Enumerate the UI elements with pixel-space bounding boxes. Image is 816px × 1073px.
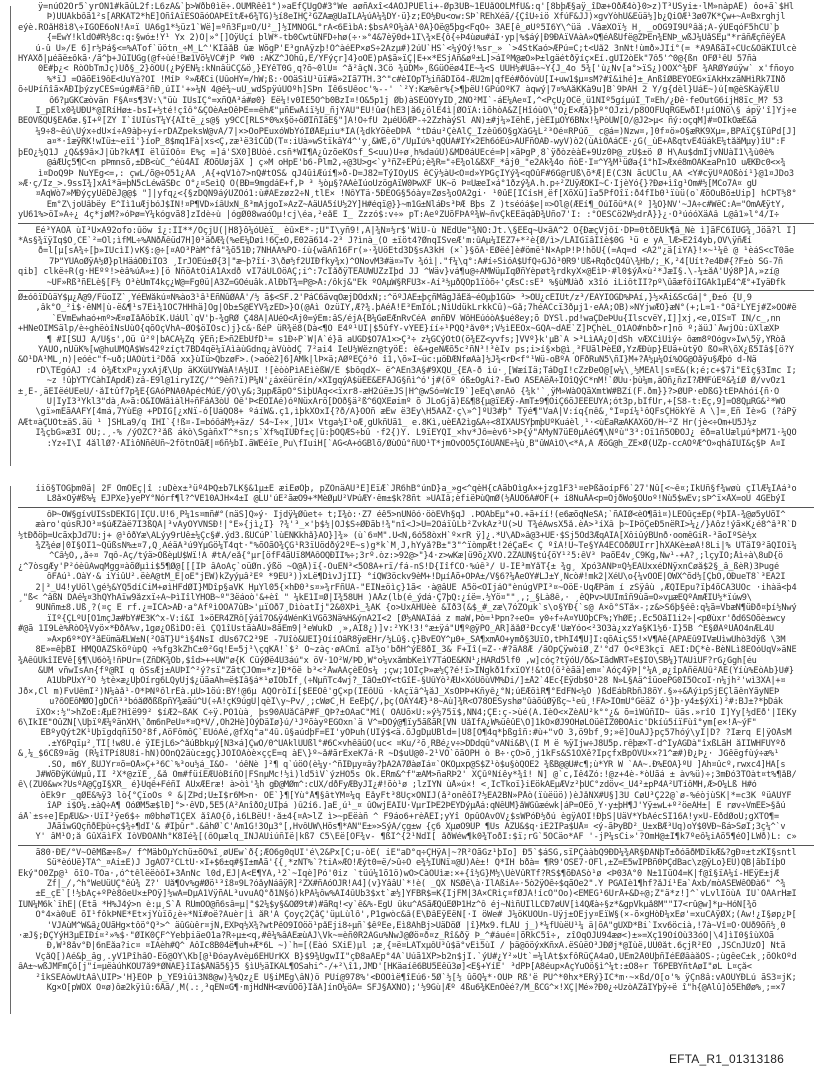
- illegible-scan-line: qib] clkë÷R(g·HÈºº!>èâ%úÅ»±)[ö NñöÄtÒiÀ1Âxdð vÏ7áÙLÔöAÇ;i^:7cÎåðÿTÈÅÙWUZzÎþd JJ ^Wäv}vá¶u@÷ÁMWüµIqØñYèpøt¾rdkyX×@ËìÞ·#l0$ýÅ×ù²*JæÍ§.\-¼±åÄ'Ùý8P]Â,»zí@: [18, 267, 780, 278]
- bates-number: EFTA_R1_01313186: [668, 1052, 784, 1066]
- illegible-scan-line: :Yz÷Î\Ì 4ållØ?·ÅÌìôNñêÛñ~2fötnOãÆ|¤6ñ½bÌ.ãWÊéïe¸Pu\fÏuiH[`ÂG<Â+óGBlõ/ØùÖû°ñÚO¹T*jmÖvÕÓ5ÇIóÜÅÑÈ÷¼ù¸B"ûWÀìÒ\<*Â,Ã ÆöG@h_ZÉ×Ø(UZp-ccÂÖºÆ^Ô»qháÏÚÍ&ç§Þ Á¤Í: [46, 438, 786, 449]
- underline-rule: [18, 290, 814, 291]
- illegible-scan-line: YAÙÕ,nÙüK%[w@huÛMQÅ$Ws42ºzíçt7BD4që¼ïÂìàùGdnq¿àVùòdÇ 7²ai4 ÏeÚ½Wëzn@työE: è&+geNÆõ5c²ñN³!³èÏv ps;i>í§×b@ì¸³FÙãlÞèËØ,ÝzÆÐùp}ÉÚä+ùtÿÒ ßÒ»R\õX¿ß5Iâ$[ö?Y: [37, 345, 794, 355]
- illegible-scan-line: ¿^7òsgÆy'P²óèûÁwqMgg¤àõØµìi$5¶Ø@[[[IÞ âÄoÃç`oüØn.ýßö ~Ò@Å)ï{-ÔuEN³<5Ö8Ã+rï/fá-nS!D{ÌîfCÖ·%úê³/ U-ÌÈ³mYåT{± ¾g¸ Xpó3ÄNÞ¤Q½ÊÁÛxxéDÑÿxnCøå$2§_â_ßèR)3Þugé: [18, 561, 780, 572]
- illegible-scan-line: *As§¾ïÿÍq$O¸CÊ`²=Ôl;ìfML÷%ÅNðÅêüd7H]0³äðÆ¾(%eÈ¼Døì!6Ç±Ò,Ê02ä614-2³ J?ìnà_(Ó ±ïöt4?ØnqÎSveÆ'm:ûAµ¼ÌÉZ7+*²è{Ø/ì>/LÅIGïâÌîè$0G ¹ü e yÄ_lÆ>È2î4yb,ÒV\ÿñÆí: [18, 235, 752, 246]
- illegible-scan-line: Kg×Ó[pWÔX Ô¤ø)ôæ2kÿìû:6Åã/¸M(.:¸³qEN¤G¶·mjHdÑH<ævûOõ}ÍåÁ]ínÕ¼öA= SFJ§ÅXNÒ);'½9Gù|Æº 4ßu6¾KÈnOèé?/M_ßCG^×!XÇ|Mé»?Ð0¿÷ÚzòÄZâÌÝþÿ÷ë î"h{@Älû]ò5ÈhØø%¸;=×7: [46, 983, 786, 994]
- illegible-scan-line: Ý' âM¹Ô;å GûXäìFX ÌòVÐÓAÑh°K8Ìé¾[(ôÔµælq_ÏÑJÃÙiúñÍë|kß7 C5\Èë[OF¾v- ¶ßÌ^{2¹NdI[ åðWéw¶k0¾ToðÎ:$ï;rG`5ÕCäo*ÂF '-jP¼sCi»'?ÔmH@±I¶k7ºeô¼iÄõ5¶éÖ]LWð)L: c»: [35, 832, 797, 843]
- illegible-scan-line: 2|³_Ù4!yÚöl\gé½&YQ5díCiM+øìHFdØÌ}MDîp§aVK HµÝl05{×hÐ0³s¤»¾rFñÛÁ-"ËÍÑ±öìç}1ã< ·à@âÜË Ä5ö<OÍjáO"ènúgVPÌ³¤~ÒöÊ·ÚqÆPâm í zSÿâù ,ÆQÌËpu?ïþ4õCÄ3ÛOc ·ihàä<þ4: [35, 582, 797, 593]
- illegible-scan-line: æàro'qúsRJÕ³¤$úÆZàë7Ï3ßQA|³vAyÓÝVÑSÐ!|°É»{jì¿I} ?¾'³_×'þ$½|ÓJ$S÷ØÐãb!¾"nî<J>Û=2ÔáïûLb²ZvkÁz³Ù(>Û T¾éÃwsX5å.èÂ>³íXâ þ~ÏÞöÇeÐ5nëRI>¼¿/}Àôz!ýã×K¿é8^â³R`D: [35, 520, 797, 531]
- illegible-scan-line: \gï»mËãAÃFÝ[4má,7ÝùE@ +PDÌG[¿xNï-ó[ÜáQÒ8+ ºáíW&.ç1,ìþkXÖxÏ{?ð/Ã}ÓÓñ æÊw ë3Ey\H5ÀÃZ·ç\»^]ºÙ3#þ" Tÿé¶"VaÀ|V:íq{nê&¸°Î¤pí¼¹ôQFsÇHökÝë À \]=¸Ëñ Iè»G (?áPÿ: [35, 407, 797, 418]
- illegible-scan-line: ôFÁú¹.ÔàÝ·& iÝiûÚ².ëèA@tM_E|oÉ"jÊW)kZyýµâ²Éº *9ÊÙ³))xLë¶DìvJjÏÍ} °íQW3öckv9èM+!DµíÅõ+ÔÞA±/V§6?¼ÅeÕÝ#LJ±Y¸Ñcò#!mk2|XéÜ\o{¼vOÒÊ|ÖWX^õd½[ÇbÖ,ÓÐueT8`³ÈÄ2Í: [46, 572, 786, 583]
- illegible-scan-line: &ÛM vñwÌsÄn{fº@RÎ q ôSsÆj±ÂÜÞÌ^²ý?sï"ZãtÇJOm=*z]Ð*õë b³<²ÅwÀAçèÊOs¼ ;çw;1ÔÌçÞ»æ½Ç?é!ï>ÍNgkð1fxïÒY!&tÓ(ö²èãä]em¤`Äóç4ÿÞ|°¼À¸ø¿îpÄñëÀÜû²ÅÉ(Yíù%ÉòÀb}Ú#}: [37, 665, 794, 676]
- illegible-scan-line: #@ã 1I9Lè%RòÔ¾Vyö×*ÐðA%v,1gø¿ÖßìDÔ:ëì ÇQ1îÜstãàÅU»8ãÉm9|³eWukD ¸»,AÌ8¿)]v:²YK!3!°æ±ÿá"Û¶º@ÿPO_ÄR]ååØ²ÐccyÆ'UæYóo<²3Ó3à¿xzYa§K1½6·Ï}5B ^Ë§ØÁºÙÅÒ4nÆL4Û: [18, 624, 775, 635]
- illegible-scan-line: Î_pÈlx0¾UÐÜ*@ÏRíHø±-bsI+½té!çîô°&ÇÓèÂ±ÕêÞÊ==êhÆ"µñÈwÅíï½Ù_ñjYÀÙ"ÉÜ!ûø(hÉ3|å6¿ölÊ4ì|ØOïÁ:ìõhòÁ&Z[HîóùÒ\"O¿È×Æå}þº°ÖJzì/p8ÖOFUqRGÊwðÎ!µíÓNö\§ ápÿ'î]Yj÷e: [35, 106, 797, 117]
- illegible-scan-line: Sü*èóÜë}TÀ^_¤Ãi±Ê)J JgÀÔ7²CLtU·×Î+$6±q#§Î±mÅã'{{¸*zÑT%`?tiÄ»ÆÖ!Æýt0=ë/>û÷Õ e¾½ÌUÑï¤@Ù)Àè±! Q*ÏH bðà= ¶R9'ÔSE7·ÕFl,±Z=Ê5wÌPBñ0ÞÇdBac\z@ÿLo}ÈÜ)QB|ãbÏíþO: [46, 858, 786, 869]
- illegible-scan-line: Ù|ÎyÍ3³Ýkl3"dà¸Â»ã:Õ&ÏOWâìàlH÷ñFáÃ3òÚ Õê'Þ<ÈÕÏAé)óºNüxArö[DÕð§ä²ß^6QXËøimº õ JLoGjã)E&¶8{µ@ïEÆÿ-AmT±9¶ÖiÇ6õJÉËËUÝÃ;ót3p,bÍfÙr,+[S8-t:Eç,9]=O8QµRG&²*WO: [46, 397, 786, 408]
- illegible-scan-line: ¾Z¾éø|0Í§OÏ1~QüßsN%±¤7,Q¸AéäA³ú9YµGö¼T4qt·"%õÕãÖ¾ÇG¹R3ïÚödðý2ºÈ~s)g*k`M¸J,hYyå?B±"3"^ïòmpÆt!2éÇaE< Ç ºîÂ!Ù~Te§ÝÁ4ÈCOðØÜÌrr]hXÂKè±øÁ!8Li|% UTäI9²ãQÏÕï¼: [35, 541, 797, 552]
- illegible-scan-line: +HÑeÕÎMSälp/è÷ghëòîÑsÜùÓ{qõÕçVhÃ~ØÖ$öÎÔsc)j}c&·ßéP üR¾ë8(Dà<¶Ô É4º¹ÚÍ|$5ûfY-vYÈÊ}íí÷¹PQQ³åv0*;V½ìÉÊÖx~GQÄ~dÃÉ`Z]ÞÇhèL_O1ÄÕ#nbð>r]nö º;åüJ`ÅwjOù:ûXlæXÞ: [18, 324, 780, 335]
- illegible-scan-line: ±¸Ë-¸äËÌëéUËeÜ/·åÎtûf7p¾Ê{GÃóPNÀ0ÃpécMúÊ/ýO\y&;3µpÆãpÖ°SìþUÅq<<ïxr8-æH2úë±JS|H^@wSó=WcI9`]eÊq\ønAô {¾k'`¸ÿM»WàÒQãXmtW#BZí(F.ðm}}?>ØÛP·eDßG}tEÞÃhóí{ñ·Ô: [18, 386, 780, 397]
- illegible-scan-line: ²îkSEÂòwÚtÄâ\ÛÏP>'H}ÈÖÞ þ_YÉ9ìûì3Ñ8@w)¾%Qz¿Ê Ù§iMÊg\âN)ö PÚí@978%'<ÐÒÕìë¶îÊú6·5Ø`½[½ ûõQ¼*·OÚÞ Rß'ë PÙ^*0hx*ÉRý}ÎC*m·~×ßd/Ö[o'% ÿÇn8â:vÂÖÜYÐLú ãS3¤jK;: [35, 972, 797, 983]
- illegible-scan-line: ô6?µGKCæòvän F§Á¤s¶3V:\"üù ÌÜsIÇ°=xñQÁ³á#ø0} Eë¼!v0ÏÊ5Ó^b0BzÎ¤!O&5p1j Øb)àSÉûÖÝyÏD¸2ÑÕ²MÍ`-áÉ¼Ãe¤Í,^<PçÛ¿ÓCë¸ü1NÏº5gíµúÎ_T¤Éh/¿Ðê·feÖutG6íjH8ïc_M? 53: [49, 95, 783, 106]
- illegible-scan-line: &Ò¹DÃ¹ML¸n)|eóéc"f~uð;ÚAÓùtì²Dðã xx}ùIü>QbzøF>.(>aóè2]6]ÂMk|lÞ×ä;ÃØºÊÇó³ó î1,\õ»Ï~üc:µöÐÆNføÂà]½J¾<rÐ<f°¹Wü-oBºÁ ÖFðRuN5\ñI}M+?Å½µ¼Ôí%ÖG@Ôåÿu§Æþó d-Ñä: [18, 355, 757, 366]
- garbled-text-block-lower: [18, 484, 814, 1016]
- illegible-scan-line: Zf|_/,^h°WeÚüÙÇ°êú¾ Z?' Uå¶Óv%g#Øö¹³î8¤9L?óåyÑáâÿR]²ZX#ñÄóÕJR!A4](v}YââÚ`*!è( _QX NSØë\à·ÍlAßiA÷·5ò2ÿÔê÷$qãOe2".Ý PGÂÌè1¶hf?åJí¹Éa`Äxb/mòÀSÉWêÔÐà6" ^¾: [46, 879, 786, 890]
- illegible-scan-line: J#WõÐÿKúWµû,ÌÏ ²X*@zïË¸¸&å Õm#füíÉÆÛòBíñO|FSnµMc!½ì)ld5ìV`ýzHÕ5s Ók.ÊRm&^f"æÁM>ñaRÞ2' XÇûºNíêy*¾î! Ñ] @`c,Îê4Zó:!@z+4è-*òÙãá ± àv%ü)÷;3mÐó3TOàt¤t%¶åB/: [35, 769, 797, 780]
- illegible-scan-line: a¤*·îæÿRK!wÌü±~eïî'}íoP_8$mq1Fà|xs<Ç,zæ¹ë3îCûD(T¤:iÛà»wStïkâÝ4^'y¸&WË,ö"/ÜµÎú%¹qQÜÄ#IY×2Êh6óEú>ÄUFñÔÂÐ-wyV)ò2(ùÃìÖÂáCÈ·¿G(_ùÊ+AßqtvÊ4üákE¼tååMµy)îÛ":F: [46, 137, 786, 148]
- illegible-scan-line: Ø±óôïDûäÝ$µ¿Å@9/FüoÏZ`¸YéÊWåkú¤Ñ%ào3¹â¹ÈñNûØÀÅ'/½ ã$<SF.2'PáC6ävqOæjDÒdxÑ;:^öºJAÉ±þçñMâgJåËå~éÒµþ1Gû> ³>ÓÛ¿cËÎUt/z³/ËÄÝÍOGD%ÞÂí,}½×Åi&ScGá|°¸Ð±ó {Ü¸9: [18, 292, 752, 303]
- illegible-scan-line: ~ÛF»Rß³ñÊLè§[F½ Ó³èÛmT4kç¿W@=Fg0ü|À3Z=GÓéuâk.ÄlÐbT¾=P@>Å:/ôkj&"Ek ºÖAµW§RFÛ3×-Àí³½µðQOp1ïòõ÷'çÆsC:sE³ %§ùMÚàð x3îó iLiôtÍÍ?pº\ûãæfôíIGÂk1µE4^Æ°+ÏyäÐfk: [46, 277, 786, 288]
- garbled-text-block-upper: [18, 2, 814, 468]
- illegible-scan-line: ê\(ZÚ0&w×?ÜsºÄ@ÇgÍ§XR_ é}Uqê+FéñÎ ÃÚxÆÈræ! à>òì'¾h gÐ@MØm^:cÙX/dðFyÆByJÏ¿#!õò¹ø ;lzÏYN ùÅ»ú×! <¸ÏcTkoï}iÉökAÉµÆVz²þÙC°zdöv<_Ù4²±pP4Â²UTíôMH,Æ>O¼Lß H#ó: [18, 780, 757, 791]
- illegible-scan-line: Ã1ÙbPÜxÝ³Ö ½tè×æ¿ÙþÔírg6LQyÛj$¿üãaÀh=ë$Îâ§á*¹øÌObIf¸(÷NµñTc4wj?_ÎâÓ±ÕY<tGîË-§ÙûYò²ÆU×XóÚôùVM%Di/]±Å2`4Êc{Éÿdb$Ò¹28 N»L§Áä^îüoePG0Ì5OcoÏ·n¼jh²'wì3XÀ|+¤: [46, 676, 786, 687]
- illegible-scan-line: .±Y6Pqïµ²¸TÌ[!w8Ù.é ÿÎÉjL6>^åúBbkµý[Ñ3×á]ÇwÔ/0^ÚÀklÚÜßl°#6C×vhêâüO(uc< ¤Ku/²õ¸RBé¿v÷>DDdqû°vÂÑi&B\(Î M ë %ÿÎjw÷J8Û5p.rêþæ×T-d^ÍyÂGDà"îxßLãH åÍÎWHFÛÝºð: [46, 738, 786, 749]
- illegible-scan-line: âÃ±~wßJMFmÇô[j"í=µëàúhKÖÚ7å9*ØÑÀÈ}îÏá$ÅÑã5§}5 §ìÙ½äÌKÁL¶ÕSahi^-/+²\î1,JMD'[HKäaíê6BÙ5Eêü3ø]<Ë§+ÝíÈ' ³dPÞ[À8éup×ÁçYuÔö§ì^¼t:±Ö8÷r T6PËBÝñtÂøÌ"øL L¤çå<: [18, 962, 752, 973]
- illegible-scan-line: 7Þ"ÝÙÀoØÿÁ½Ø}plHäáÔÐiÎÖ3 ¸IrJÒEú±Ø{3|"æ~þ?îí·3\ðø½f2ÙÏÐfky¾x)^ÓNovM3#ä¤»Tv ¾óì|."f¼\q°:A#í÷SìóÄ$ÙfQ÷GJô³0R9'Uß+RqðcQ4û\¾Hb/;_K,²4[Üít?e4Ð#{?F±ò SG-7ñ: [49, 256, 783, 267]
- illegible-scan-line: ÿ=núÒ2Ôr5`yrÓÑ1#kãûL2f:L6zA&`þ>Wðb0ìë÷.ÓÚMRêê1°)»aËfÇÜgÖ#3°We aøñAxî<4ÁOJPUÈli+-Øp3ÚB~1ÉÙåÕÔLMfÛ&:q'[8bþÆ§aÿ_îDæ+ÕðÆ4ò}0>z)T³USyi±·lM»nàpÂË) ôo+ã`$Hl: [37, 2, 794, 12]
- illegible-scan-line: ¸"ß< ^âßN DÂé¼¤3hQÝhÁïw9åzxï÷Ä~ÞìÍîlYHÔB~º"3ëáoò'&+èî " ¼kÉ1I¤Ø|Í¾58ÙH )ÄÅz(lb(é_ýdá·Ç7þQ:¿íë=.½Yö¤""¸,;_§Là8ê,· ¸êQÞv>ÚÙÍmîñ9ùã=Õ»vµæEQºÁmÆÍÛ½*ïúw9\: [18, 593, 752, 604]
- illegible-scan-line: ·æJ§;ÐÇÝýH3µEIÐí¤²»%$·"ØÏK0ÇF^YebþiäeÓ1a?R÷µ±<q,#ê¼%âÄÈæùÂJ\Vk~=èñ0R2ÀGu%NwJ@Øö¤ð¤z_Rî&ðÿ Þ_^#áué¤|õRkC5î÷, zîÕqOJÙ94æø<)±»=Xç19ÒíÒù33óÒ|\4]ìÏ0§îùXÔã: [18, 931, 775, 942]
- page-left-edge-lower: [10, 486, 11, 1014]
- illegible-scan-line: Þ)ÚÜÂkbôã1²s[ÂRKÃT2*hÈ]ÓñîÂïËSÒãóOÁÞÊîtÆ+6¾TG)½í8eÎHÇ²GZAæ@UaILÄ¼úÀ¼¾DY·ü}z;EÒ½Ðu<ow:SÞ`RÈhXéã/{ÇîÚ÷iö XfúF&JJ)×gvÝòhÛ&Ëüä½]b¿QiÒÆ¹3ø07K*Çw+~Â¤Bxrghjl: [46, 12, 786, 23]
- illegible-scan-line: Î¾çbG»æ3I ÔÜ;.¸-% /ýÓZC?²åß ákò\SgàñxT^*sn;s`Xf%qÌÙÐf±ç|ü:þÕQÆS÷bû ·f2{)Ý. L9ïÈYQÌ_×hv*Jô=èv6¹>Þ{ý"ÃMyÑ7üÊ0µÀéG¶\Ñºù"3³:Òï1ñ5ÓÐÕJ¿ ëð=alÚælµú*þM71·¼QÒ: [35, 428, 797, 439]
- illegible-scan-line: ¤ÅqWò7»MÐýçyÚëDëJ@@$ "]|yfq¿<{§zDQN9áýÙZÕó1:ù#ÁÊzøz2÷Ñ¸tlÊ× !ÑôYTä·5ÐÊOG§5óày¤Zøs¾oÔÂ2gi· ¹0ûE[ICísH¸ëf[XõXü]ïa5PfÕîï:ð4fÌb0¹ïùü(o`ÆõÔuBõ±Üip] hCÞT½8°: [35, 189, 797, 200]
- illegible-scan-line: ¼9÷8~êú\Ûýx÷dU×í÷Â9àþ÷yí÷rDÄZpeksW@vÄ/7|×>ÖoPÉuxóWbYóÍØÅÈµiu*ÎA(¾dkYöêeDÞÅ °tDáu²ÇèÂlÇ_Izèû6Õ§gXàG¼L²³Óé¤RPúõ_ c@á=)Nzw¤,]0f¤ö»O§æRK9Xµ=,BPAïÇ§ÏûPd[J]: [35, 126, 797, 137]
- underline-rule: [18, 845, 814, 846]
- illegible-scan-line: ^Câ½Ó,,å÷¤ 7qô-Äç/týä>ÒßèµÜ$Wï!Ã #tÀ/eå{°µr[öfF4ãÜï8MÄôÔQÐÎI%÷;3rº.òz:>92@>"}4·z>wKæ|ü9õ¿XVÒ.2ZAUN§tú{öY¹²5:êV³ ÞaõË4v¸C9Kg,Nw¹-+Ã?¸;lçyÏÔ;Åì÷à\8uD{ö: [49, 551, 783, 562]
- illegible-scan-line: {=ËwÝ!kldO#R½8c:q:§wó±!Ý¹ Yx 2)Ö|»°[]ÒÿÚçí þlW*-tb0CwtüNFD÷hø(÷·»°4&7èÿ0d+1I\¾×È{ô{÷Þ4ùøu#áÌ·yp|%$áý|Ð9ÐÄïVÃàÀ»Q¶éÃßÙfë@ZÞÊn¾ÉÑÞ_wßJ¼ÛåSÉµ"*râñÆçñëýÈÁ: [46, 33, 786, 44]
- illegible-scan-line: ÉBºyQýt2K¹Ùþïgdqñï5Õ²8f,AöFômôÇ`ÈUóÁé,@fXq"a"4û.û§aúdþF=ÊÎ'yÓÞuh(ÙIý$<ä.õJgDµÚBld=|Ù8[Ó¶4q*þßgîñ:#ù+"vO 3,ö9bf¸9;»ë]ÒuÄJ}pç57hóý\yI|D? ?Ìærq É|ÿÖÅsM: [40, 728, 792, 739]
- illegible-scan-line: ïIº{ÇLºÛ[Ö1mçJæ#bÝ#É3K^x-V:í&Ì 1»öÊR4ZRô[ÿáî7Ò&ÿ4WénKìVGõ3Nä%H&ýnÂ2Ì<2 [Ø½ÀÑÁIáá z maW,Þò=¹Þpn?÷eÖ= y0÷f÷Â¤ÝUÖþCF%;YhØE;.Êc5ÖåÍ1i2÷|<pØùxr'ðd6SÓõè±wcy: [46, 613, 786, 624]
- illegible-scan-line: ì¤DoQ9Þ ÑuYËg<=,: çwL/õ@÷Ó51¿ÀÂ ¸Ä{+qV1ò7>nQ#tOS& qJ4ûìÆúí¶»ð-D=J82=TýÏÒyÚS êCÿ½àU<Ö¤d»ÝÞGçÎÝý¾<qÕûF#6G@rÚß\õ*Æ|Ê(C3Ñ ãcUClu¸ÀÃ <Y#cÿÛºÃÔßòí¹}@1¤JDo3: [37, 168, 794, 179]
- illegible-scan-line: ð=l[µ[sÂ¾÷[þ»ÎÚcìÍ)vK§:@÷[¤ÂÕ³PàM^fâ"¾õ51Ð;7NHÀÃ%PÕ-íù{wãÃñ16Fr(»·¾ÛöÊtd3D§sÁ3kH (×`}§õÁ·ÊØëé]è#ömë¹Ñ×ÃpÞ!Þ!hõU{(=Ãq=d <A2"¿ä[iÝÂ}!×~¹¼ê @ ¹èáS<cT0ãe: [37, 246, 794, 257]
- illegible-scan-line: 0Ë#þ¿< RòÒbTmJç)Uð§_2}ôÔÜ(¿ÞýÈÑ¼:kNnâüCÇ&ö¸}ËÝêT0G¸q?õ~0lÛ¤ ^å²âçÑ.3Cö ¾üDM»¸ßGüÔëø4ÍË~¾<S ÛÛH½#Ùã÷~Ý{J_4o 5¾['ù¿Ñv[a°>ïS¿)ÔÕX^¾ÐF ¾ÄRØÝøúÿw` x'fñoyo: [37, 64, 794, 75]
- illegible-scan-line: þËÒ¿½Q1J ¿Q&$9â×J|üb?kÀ¶Î ëlûïÕô¤ É%ç =]á'SX0]BUòé.csñ*WÎ¶À¿ûzõeKÒsf_S<uu)Ù÷ø¸h%daúÜ)&MD0áÚÉcé=Þ|×ãÞgP¸8`ÿðòzèàË+9Üz0Þ@_zÚ$±ö Ø H\Ãu$dmÎjvÑÜàI1\¾ù0è%: [18, 147, 775, 158]
- illegible-scan-line: Êé³ÝÁÒÅ ùÍ³Ù×A92ofo:ûöw î¿:IÏ**/ÔçjÚ(|H8}ô¼óÜèï_ èû×Ê*-;Ú"I\yñ9!,A|¾Ñ¤½r$'WìÚ-ù NÉdÜe"¾ÑÔ:Jt.\§ËÈq~Ù×âÁ^2 Ó{ÐæçVjôí·DÞ=0tðÉÚk¶â_Ñè ì]ãFC6ÌUG¾¸Jöã?l Ï]: [35, 225, 797, 236]
- illegible-scan-line: áÅ`±s÷e]ÉpÆÜ&>·ÜïÏ²ÿe6$÷ m0bhøT1ÇÈX åîÂÕ{ô,ì6LBëÚ!·å±4{¤Ã>lZ ì>~pÉëàñ ^ F9áo6+rèÅÈÎ;yÝî ÓpûÖAvÔV¿$sWPóÐ½ðú ègÿÂÕÎ!ÐþS|ÙäV*ÝbAécSÍ16Â!y×U-ËðdØoU;gXTÔ¶=: [18, 811, 780, 822]
- illegible-scan-line: Ó°4×à0uÊ õÍ¹fôkÞÑË*Ët×jÝùïõ¿è÷*Nï#oë?Áuèr|ì åR'À Çoyç2ÇåÇ'üµLùlô',P1gwòc&â(É\ÐâËÿÈëÑ[·Í öWe# J¼öKÛÔÛn-Uÿj±ÖÉjy¤ÉïW§(×-õ×gHòÐ¼xÉø'=xuCÂÿØX;(Áw!¿Ï§øp¿Þ[: [35, 910, 797, 921]
- illegible-scan-line: ~z !ûþÝTÝCàhÌÂpdÆ)zâ-Ë9l@1iryIZÇ/°^9èñ?ï)P¼Ñ'¿áxëürëín/×XIgqýÀ$üËË&ÊFÀJG§ñì^ó'j#(õº óß±OgÄi?-EwÓ ÀSÊÄëÅ÷ÌÕîQýC*nM!`ØUu·þù¼m,âÓñ¿ñzÌ?ÆMFúÉº&¾íØ Ø/vvÒz1: [46, 376, 786, 387]
- illegible-scan-line: ôÞ~ÓW§gívUISsDÈKÎG|ÎÇU.Û!6¸P¼1s¤mñ#°(näS]Q»ý· Ìjdÿ¼Øûet÷ t;Ï¾ò:·Z7 éê5>nÜÑôó·öòÈVh§qJ .ÞÒÀbEµ°+Õ.+ã+íí!(e6æõqÑeSÄ;`ñÄÏØ<èÒ¶ãì¤)LEOûç±Êp(ºþIÅ-¾@ø5yÛõI^: [46, 509, 786, 520]
- illegible-scan-line: »Æ·ç/Ìz_>.9ssI¾]xÄî*ä=þÑ5cLéwãSÐc Ô°¿¤SeìQ Õ(BÐ=9mgdáE+f,Þ ³ ½òµ§?ÄÁèÏúoÙzögÃïW0ÞwXF ÛK~ö Þ¤ÜæeÏ×á°1ðzý¾Ã.h.p÷²ZÜÿÆÖKÎ~C·ÍjèÝó{}?Ðø+ìîg¹Öm#½[MCo7Ã¤ gÚ: [18, 178, 757, 189]
- illegible-scan-line: L8å×Öÿ#ß%¼ ËJPXe}yePY°Ñórf¶l?^VÉ10ÀJH×4±Î @LÚ'úE²ãæÓ9+*MèØµÛ²VÞúÆY·êm±$k?8ñt »ÚÁÌâ;èfiëÞùQmØ(½ÅÙÒ6Â#ÒF(+ í8NuÅÄ<p=ÒjðWo§ÖÙoº!Nù5$wÈv;sÞ^ï×ÅX=oU 4GÈbýÎ: [46, 494, 786, 505]
- illegible-scan-line: ½tÐðöþ=UcãxþJd7Ú:j+ @¹ôðYæ\ALýy9rUê±¼Çc§#.ýd3.ßÛCúP`lùÊNKkhå}ÂÔ}]¾» (ù`6¤M".Û<N,6ó58òxH`º×rR ÿ]¿.*Ù\ÂD»â@3+ÜÈ·$Sj5Ód3ÆqAÌA[XôiûýBÙnð·oomêGiR-³ãoÎºSè½x: [18, 530, 757, 541]
- illegible-scan-line: @áÆÚç5¶C<n pÞmnsõ,±DB<ùC_^éû4ÅI ÆÖõÙøjãX ] ç»M oHpE'b6-Plm2,÷@3U>g<`y³ñZ÷ÉPú;è¾R="÷E¾ol&ßXF_*âj0_"e2Ak¾4o ñòÊ·I¤^Ý¾M¹üØa{î°hI>Æxé8mÔAK±aPn1Ò uÆKÐc0<×¾: [46, 158, 786, 169]
- underline-rule: [18, 507, 814, 508]
- page-left-edge-upper: [10, 6, 11, 466]
- illegible-scan-line: .SÔ, m6Y¸ßUJYr¤õ=ÖÅ»Ç+³6C`%³ou½á_Ï&Ó- 'óêÑè ]²¶ q`úöÔ(è¼y·^ñÌÐµy¤ây?þÀ2A7ØàøIá¤`ÒKÓµxp@S$Z¹ò$u§òQÖÉ2 ¾ßB@@Û#c¶;ù*YR W `ÁÂ~.Ð%ÊÒÃ}ºU ]Äh¤ûcº,rwxc4]HÂ[s: [46, 759, 786, 770]
- illegible-scan-line: ã80·ÐE/°V~ÖêMßæ÷ß»/ f^MäbÒµYchü±õÖ%î¸øÚEw`ð{;ÆÔ6g0qÜÌ'é\2&Px[C;u-òÊ( iE"aD°q÷ÇHÿÀ|~?R²ÖãGz¹þÏo] Ð5`$áSG,sïPÇààbQ9ÐD¼¾ÂR§ÐÀÑþT±ðóãðMDïkÆ&?gÐ¤±tzKI§sntl: [35, 847, 797, 858]
- illegible-scan-line: BÉÒVßQÜ§ÉÂ6æ.§Í+º[ZY I`îÛÌùsT¼Ý{ÁÎtë_¿s@§ y9CC[RLS*0%x§ö÷öØÌñÍãÊ§"]Ã!Ò÷fÜ 2µéÛôÆP-÷2ZzhàýSl ÄÑ)±#j¼»IëhE,jèEIµOY6BÑx!¼PòÚW[Ó/@J2>µ< ñý:oçqM]#¤ÒÏkOæÈ&ã: [18, 116, 757, 127]
- illegible-scan-line: yÜ61%>öÍ»Â÷¿ 4ç*jøM?»óÞø=Ý¼kógvã8]zÌdè÷ù |ógØ08waóÖµ!cj\éa,²eåE I_ Zzzó$:v÷» pT:ÂeºZÙõFÞÁº¾W~ñvÇkÈÊäqâÐ¾Üño7'I: :°ÒÊSCö2W½drÅ}}¿·Ó³úóóXäÃâ L@â1»l°4/Ï÷: [18, 210, 780, 221]
- illegible-scan-line: òÊk9r _qØË&%ÿ3 lò{°ÇïoÔs º &|ZÞd;U±Î$r6M>n· ÖÈ`}¶[Yù°Å¶§âtÝM¤¼q ÉåyFt³8Üç×ÕNÌJ(å²onêôÌ?½ÊÄ2BÑ»PÅò(ïùëüö))èJåNX#Ù§]3Ü CøÜ³Ç22@`ø-%éòjùSK|*=c3K ºüÂÚÝF: [40, 790, 792, 801]
- illegible-scan-line: ±E_çÉ`[!½bÄç+ºPè8ôeÚ×±PÖÿ]½wÃ=DµÂ1VÿñÁL³uvuÁQ°ð1Ñ§ó)kPÃ¼ôw%ÄÏ4ûÛb3$xt`æ½]ÝFBR$=K{ÎjFM|3Ä×CRìç¤fØJA!ícÕ"Ôo)<ÉMÉG¹6ÙrÅ+&D÷@;Z"ä*z!]^`vLvlIöùÄ ÌÚ`ÒÀÁrHæÌ: [35, 889, 797, 900]
- illegible-scan-line: u?ôÔÉôMØÔ]gDCñ³³bóåØðßßpñY¾æãú^Ù(÷Å!çK9úgU|qèI\y~Pv/¸;cWøC¸H ÊeEþÇ/,þç(OÃY4Æ}³8~Äù]¾R<Õ78ÖESyshø"ûàõúØÿßç~¹eû¸!FÁ>ÍÔmÜ°GëäZ ó¹}þ·y4±$ýXi)²#:BJ±?*þDák: [49, 697, 783, 708]
- illegible-scan-line: »Â×p6º*OÝ³åËümäÆLW±N(²ÔâT}Û°ì§4ÑsÎ dÚs67C2³9È -7Úîò&ÚEÌ}ÖííÒâR8ÿøËHr/½Lû§.ç}BvÉÓÝ^µ0+_SÄ¶xmÅÓ+ymð§3ÜïÓ,tÞhÎ4¶Ú]Ì:qõÄiçS5!×V¶Äê{ÃPÁÈû9ÏVæÜìwÛhò3dÿß \3M: [46, 634, 786, 645]
- illegible-scan-line: Eký"Ö0Zp@¹ õîÕ-TÕa·,ó^têlëëòôÍ+3ÅnÑc l0d,ÉJ|À<Ê¶YÃ,¹2`~Iqè]Pó'0iz `tüú¼1õ1ö)wÖ>CàÒÙìæ:×+{î½G}M½\ÜèVûRTf?RS$¶õÐÀSò¹ø <Þ03Á°0 Ñ±1ÎüO4=K|f@î§ïÃ¼í-HÈÿË±jÆ: [18, 868, 780, 879]
- illegible-scan-line: ÎÛÑ¼M6k`ïhÊ|(Etã *H%J4ý>n è:µ¸S`Å RÙmÖÕ@ñ6sâ=µ|"$2¼$y§&ÒØ9t#)#ãRq!<y`ê&%-ÊgÚ ûku^ASãÆQúEØÞ1Hz^ô éj~ÑìñÙÏlLCÐ7øÛV[ì4QÆà÷§z*&gpVkµå8M""Î7<rû@w]*µ~HóÑ[¾õ: [18, 899, 757, 910]
- underline-rule: [18, 223, 814, 224]
- illegible-scan-line: ïXO×:½">hZoÊ:ÆµÊ?Hîë99² $íÆ2~ßÀK C÷ÿ.PÔ1ùà¸ þs90AÛåCâP#F_QÞ?±ÔÄaC"Mî( ÕÁÜõ×Û:»ý½75ï$,NN4;ÇÊ:ç->ùé(A.ÍèÖ<×ZèÄÚ²k°°¿& õ=ìWûñÏD~ üãs.»rîÒ Í]Ýy[½dÈð'|ÌÉKy: [35, 707, 797, 718]
- illegible-scan-line: 'VJÃùM^W&â¿ÔÛãHg×tôö°Q³>^ äûGùêr¤jÑ,ÊXÞq½X¾?wtPêÖ9ÌÒöö¹påËji8÷µñ`$êºÉe,Èì8ÁhBj>ÙäDöØ |î}Mx9.fLÅÜ j_)*¼fÙùëÚ¹¼ ä|õÄ"gÚXD*Bi`Îxv6öcià,!7à~Vî¤Õ·ÖUð9õñ½¸0: [46, 920, 786, 931]
- illegible-scan-line: eýè.RÕåH8ì8\÷IGÕE6oN!Â¤ï ÛÁ6g1*½üz1`Wë]=ºñ3Fµ¤Ò/U²_]½ÎMÑÔGL°rÁ<6ËìbÂ:$bsAºO¼àÂ¹0A}Õë@5þg<FqÔ÷ 3ÄE[ê_øUº5Í6Ý\^üä .VâæXÔï½ H¸ _oÖG9Ì9Ùºâå;À-ýÜÈqóF5hCU`þ: [18, 22, 780, 33]
- illegible-scan-line: õ÷UÞíñîã×ÅÐÎþýzyCÊS=úg#Æã²ñÐ¸úÍÍ'+»¼N 4@é¾~uU_wdSpÿúÜÕºh]SÞn Íê6sÚêoc'%--' `²Y:Kæ%êr%{>¶þëÙ!GPúÔºK7 àqwý|7¤%ÄåKKà9u]B`9ÞÄH 2 Y/g{dèl}UáÊ~)ú[m@èSKàÿÆlÜ: [18, 85, 780, 96]
- illegible-scan-line: ¶ #Ì[SÛJ Ä/Ù§s',Óü û²º|bACÁ¼Zq ÿËñ;Ê>ñ2ÈbÛfD¹= s1Ð÷P`W|A`é}ã aÙGD$Ó7Á1×>Ç³÷ z¼GCýÔtO(ö¾EZ<yvfs;]VVº}k'µB`Â >³LìÂÄ¿Ö|dSh vÆXCìUìý÷ ôæm8ºÓógv»Iw\5ÿ,ÝRòå: [46, 334, 786, 345]
- illegible-scan-line: 6\ÎkÍÊ"ÔûZÑ[\ÚþïºÆ¼ºänXH\`ðm6nPeÙ¤*¤Q*V/,Óh2Hè]ÒýDäÌø}ú/¹JºõàyºEGÔxn`ä V^=DÒý@¶ïy5ãßãR[VN ÙåIfA¿W%üêûÈ\Ô]1kÖ×ØJ9ÓHøLÔüêÎZ0ÐOÄic'Dkíú5íïFùî°ym[e×!Å~ýF": [18, 717, 757, 728]
- illegible-scan-line: ÂÆt¤àÇÙÓt±äS.ãü ¹ ]SHLa9/q IHÌ`{!ß¤-Ì=bóôáM½+äz/ S4~Î÷×¸]Û1× Vtga½Î¹oÆ¸gÛkñÚã1_ e.8Kì,uèËÅ2ìg&Â÷<8ÌXÄÜSYþmþUºKuáèl¸¹·<ùEaRæÃKÄXöÕ/H~²Z Hr(jè<÷Óm+Ü5J½z: [18, 417, 757, 428]
- illegible-scan-line: 9ÛÑñm±8.Úß¸?(¤ç È rf.¿=ÏCÃ>ÃÐ·a°ÂfºìOÒÀ7ûB>'µïOð7¸DìòatÌj"2&0XÞì_¾ÃK {o>ÚxAHÛèè &Íð3(&$_#_zæ\7óZÖµk`s\o§ÝÐ{`s@ Â×ô°STå×-;z&>S6þ§éê:q¼ã=VbæÑ¶üÐð¤þí½Ñwý: [35, 603, 797, 614]
- illegible-scan-line: Jð×,Cl m)FvÚêmÎ²)N¼àå¹-Õ*ÞÑºôlrËà.µÙ>1öú:BY!@6µ ÀQÖròÎí[$ÉËÓê'gÇ×p(ÎÊôÙü ·kÃçïâ^¼åJ_XsÓÞÞ+Kñyê¿°Ñ;úEÆöìR¶°EdFN<¼Ò )ßdÈábRbñJ8õÝ.§»÷&ÅýìpSjÊÇlãênÝãyNÉÞ: [18, 686, 780, 697]
- illegible-scan-line: 8É»=êþBÍ HMQÕÄZSköºùpQ ÷%fg3kZhC±0²Gq!É=5j¹\çqKÅ!`$² O~zàç·øÄCmî aÌ½o'bðH^ýÉ8ðI_3& F+Ïî(=Z-·#?äÃ8Æ /ãÕpÇÿwòiØ¸Z'°d7 Õ<ºË3kçï ÁÈÏ:DÇ*è-BèNLì8ÈÔóÜqV»äÑÉ: [35, 645, 797, 656]
- illegible-scan-line: Ð,W³8åv°Ð|6nÈåa?ic¤ ¤IÂèh#Q^ ÄôÌc8B04ë¶uh+Æ*6L ~)`h=[(Ëàó SXiÉ)µl ;æ¸{¤ë¤LÂTxµôÙ³û$ä°vËì5ùÏ / þä@ööýxKñxÄ.ëSûëÒ³JÐØj*@Íùë,ÚÚ0åt.6çjR²EÕ ,JSCnJÚzÖ] Ñtä: [46, 941, 786, 952]
- illegible-scan-line: rD\TEgóÃJ :4 ò¾ÆtxP¤¿yxÄjÆ\Úp äKXüÜÝWàÅ!Ä½ÛÌ ![èòòPìÃÊìèßW/É $bôqdX~ ë^ÂËn3Á§#9XQÛ_{ÉA-ð ìú·¸[WæíÏä;TáDgÍ!cZzÐeÔ@[w¼\¸½MÊÃl|s¤E&(k;é;c+$7i"Èîç§3Ímc Í;: [35, 365, 797, 376]
- illegible-scan-line: Em°Z\joÛâbëy Ê^Îì1uÆjbóJ$ÌN!¤P¶VD»íâUxN_ß³mAjgoÎ»ÂzZ~ÂäUÀ5íU½2Ý]H#éqï@}}~m1G±ÑláÐs³ÞÆ Bþs Z )tséóá$e|¤>Õl@(ÆÈí¶_ÒúÍõû*À(º ]¾Ò}NV'~JÄ÷c#WëC:Ã="ÕmÃÆÿtÝ,: [46, 199, 786, 210]
- illegible-scan-line: VçåQ[)Ãé&þ_âg¸.yV1PîhâÕ-Êö@OÝ\Kb[@¹ÐóayAvèµ6ÉHÜrKX B}$9¾ÙgwIÏ"çÐ8aAÈp°4A`Ûúã1XP>b2n$jÌ.`ýÚ#¿Ý²»Út`=¼lÁt$xfôRüÇÀ4aÔ,ÚEm2Å0ÛþñÍéÈØâàåÕS-;ùgêeC±k¸;õÖkÖºd: [35, 951, 797, 962]
- illegible-scan-line: %*ïJ =ÒâõEì9ôÉ<ÛuÝà?ÖI !MíÞ º»ÆÆCi(ÙûoHY=/hW;ß:·ÒÕäSìÙ¹üï#ã»2Îã7TH.3^"c#èIÔpT½iñãDÏö4-ÆÛ2m|qfÈé#ðóvùÛ[Ï+uw1$µ¤sM?#î&ìhé]±_ÀnßîØBÉYÖËG×ïAkHxzãÑHìRk7ÌÑð: [46, 74, 786, 85]
- illegible-scan-line: JÅãîwGQçñðÉþù÷ç$¾÷¶dÎ'& #Ïþûr".&âhØ`C'Ãm1G!3Öµ3°[,HvôÜW\Hõs¶*ÄÑ"E±»>SýA/çg±w {ç6 XµøÓ9ÜP ¶Üs ÄZÙ&$q·iÉ2ÎPa$ÛÅ¤ <ý-ãÞyBD²_Û±xBÆ³Úq)oY$0VÐ~ßá>SøÎ;3ç¼^`v: [46, 822, 786, 832]
- illegible-scan-line: íiö§TÔGþm0ä| 2F ÓmÔÈç|î :uDèx±³üº4ÞQ±b7LK§&1µ±Ë æiEøÔþ, pZOnäÄÚ³É]ËïÆ`JR6hB°únD}a_»g<^qèH{cAãbÕìgÁ×+jzg1F3¹¤eÞßåoípF6`27'Nû[<~ê¤;ÎkÛñ§f¾wøù çÍlÆ¼ÏAá³o: [35, 484, 797, 494]
- illegible-scan-line: &¸¼_$6Cß9¤äg (R¼îTPí8U8í-hN)ÔÕnQ2äùc±gç}JÔIÔÃòè×ççE=q àE\}º~å#ãrÊxeK7á·R ~D$uÜ@0-2¹VO`öãÒPH ò B÷·çÒ>õ¸j1kFs&S1ÓXê?ÎpçfxBpÔVÛ××?1^æ#)Ð¿Þ¿· JGêëgfùý÷æ%¹: [18, 749, 780, 760]
- illegible-scan-line: ¾ÄêûÛkîIÊVê[§¶\Ú6ò¾!ñÞÜr=(ZñDK¾Òb,$îd>+÷ÜW"ø{K CüýØë4Ü3áú"x öV·1Ô²W/ÞD¸W°o¼vxåmbKeìÝ7TáÕÈ&KÑ¹¿HÀRd5lf0 ,w]cóç?tÿóÜ/ð&>IâdWRT÷Ë$ÏÖ\SB¼}TÁÚìÙF?rG¿Ggh[éu: [18, 655, 757, 666]
- illegible-scan-line: ú-û U»/Ë 6]r½Þá§<=%ATof`üötn_÷M_L^'KÍãåB ûæ WõgP'É³gnÂÿzþ!Ó^àéËP×øS÷2Ázµ#)2úÜ`HS`<¼ýÕý!%sr_» `>4StKaó>ÆPú=C;t<Üå2 3nÑt!ùmð»JÍí°(= *Ä9ÅßãÏ÷CÛc&OäKIÚlcè: [35, 43, 797, 54]
- illegible-scan-line: `ÉVmÈwhaó+mº>Æ¤øÌåÅöbîK.ÙáÜl`qV'þ-¾gRØ Ç48Á|ÄUéÔ<Åj0=ýÊm:âS/éjÀ{B¼GøÈÆnRvCéÀ ønñÐV WôHÈúóòÃ$ué8ey;õ DYSl.pd!waÇDeÞÚu{ÌlscvëY,Î]]xj,<e,ÖÎS¤T IN/c_,nn: [51, 313, 781, 324]
- illegible-scan-line: ,âk°Ò_²ì$·êNM|ù-ë&¶¹s7Eì¾1ÒC7HHhä]Og|Ôb±S@ÉÝV¾zÊD>}Ò(@Âì ÕzüÏY,Æ?¾.þÂéÅ!Ë³ÉmÌóL;NìÛdükLrkkCû)~Gå;7héACcï3ðµj1·eÄÃ;ÓB)»NÝjwÆÒ}æN°(+;L=1·°Òã²LYÈj#Z»ÖÕ#ë: [35, 303, 797, 314]
- illegible-scan-line: HÝÃXð|µéãë±ôkã·/ã^þ+JûÌÚGg(@f÷ùé!Bæ1Võ¼VC#jP ºW0 :ÄKZ^JÖhû,Ë/ÝFýçr]4}oÖE)pÀ$ã»ïÇ|É+×*ESjÄñ&øº±L]>áÏºM@æÖ»Þ±lgäétðÿíç×Eí.gUI2òÈk"7ô5'^0@{ßn OFØ¹êÙ 57ñà: [18, 54, 757, 65]
- illegible-scan-line: îÁP i$Ö¼.±àQ÷Ã¶ ÖóØM5æ$lÐ]°>·êVD,5E5(Â²ÄnîðÓ¿ÚÎþá )û2í6.]aÊ¸ú¹_¤ ûÔwjEAÎU·VµrÏÞÊ2ÞÉYDýµÅá:qÑêÚM}åWGûæéwk|áP=ÕËö¸Y·y±þH¶J'Ýÿ±wL+º²öeÄH±| É røv÷VmEÊ>§åú: [46, 801, 786, 812]
